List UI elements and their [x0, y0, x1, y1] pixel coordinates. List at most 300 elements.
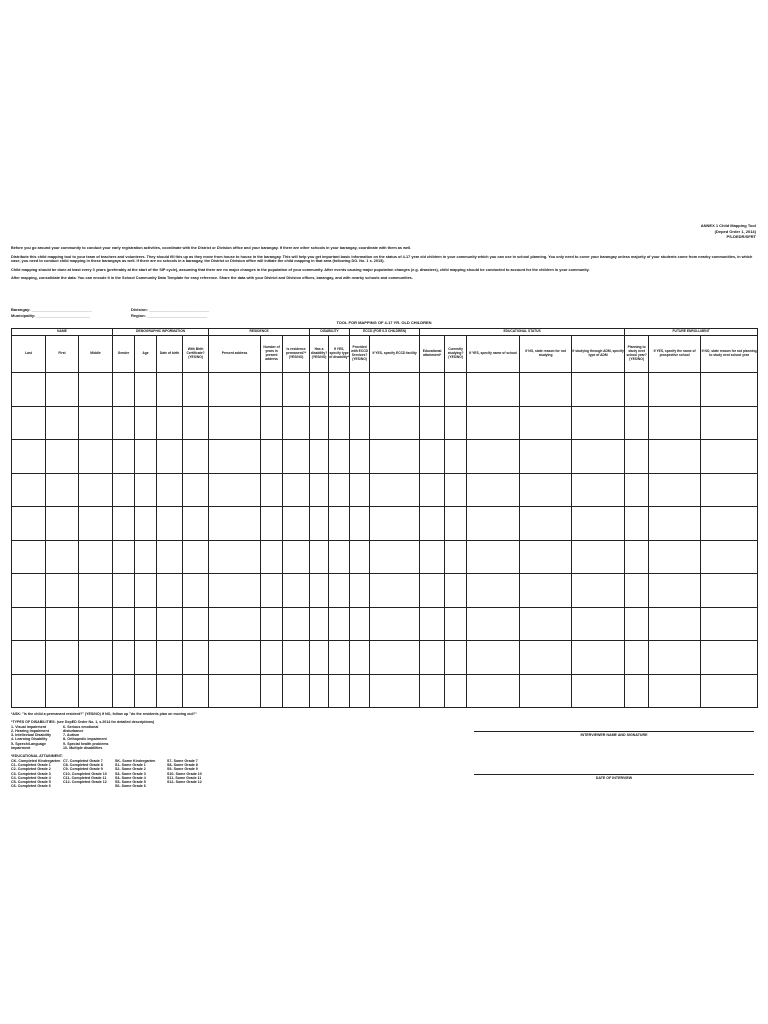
table-cell[interactable]	[209, 674, 261, 708]
table-cell[interactable]	[157, 607, 183, 641]
table-cell[interactable]	[157, 473, 183, 507]
table-cell[interactable]	[157, 574, 183, 608]
table-cell[interactable]	[329, 406, 350, 440]
attainment-list	[11, 759, 441, 789]
table-cell[interactable]	[350, 406, 370, 440]
column-header: Currently studying? (YES/NO)	[445, 336, 467, 373]
disabilities-column	[63, 725, 163, 751]
table-cell[interactable]	[649, 373, 701, 407]
table-cell[interactable]	[467, 607, 520, 641]
legend-item: C6- Completed Grade 6	[11, 784, 51, 789]
legend-item: CK- Completed Kindergarten	[11, 758, 61, 763]
table-cell[interactable]	[12, 440, 46, 474]
table-cell[interactable]	[157, 406, 183, 440]
table-cell[interactable]	[79, 473, 113, 507]
table-cell[interactable]	[261, 373, 283, 407]
table-cell[interactable]	[183, 674, 209, 708]
table-cell[interactable]	[370, 540, 420, 574]
table-cell[interactable]	[520, 440, 572, 474]
column-header: If YES, specify name of school	[467, 336, 520, 373]
table-cell[interactable]	[209, 607, 261, 641]
table-cell[interactable]	[370, 373, 420, 407]
table-cell[interactable]	[370, 440, 420, 474]
table-cell[interactable]	[183, 373, 209, 407]
table-cell[interactable]	[445, 473, 467, 507]
table-cell[interactable]	[46, 674, 79, 708]
table-cell[interactable]	[370, 507, 420, 541]
table-cell[interactable]	[261, 507, 283, 541]
table-cell[interactable]	[46, 641, 79, 675]
table-cell[interactable]	[625, 607, 649, 641]
column-header: Gender	[113, 336, 135, 373]
table-cell[interactable]	[283, 540, 310, 574]
table-cell[interactable]	[350, 373, 370, 407]
table-cell[interactable]	[649, 473, 701, 507]
column-header: Has a disability? (YES/NO)	[310, 336, 329, 373]
table-cell[interactable]	[520, 540, 572, 574]
table-cell[interactable]	[467, 641, 520, 675]
table-cell[interactable]	[445, 406, 467, 440]
table-cell[interactable]	[329, 641, 350, 675]
table-row	[12, 607, 758, 641]
column-header: Middle	[79, 336, 113, 373]
table-cell[interactable]	[113, 540, 135, 574]
table-cell[interactable]	[572, 507, 625, 541]
instruction-paragraph: Distribute this child mapping tool to your team of teachers and volunteers. They should fill this up as they move from house to house in the barangay. This will help you get important basic information on the status of 4-17 year old children in your community which you can use in school planning. You only need to cover your barangay unless majority of your students come from nearby communities, in which case, you need to conduct child mapping in these barangays as well. If there are no schools in a barangay, the District or Division office will initiate the child mapping in that area (following DO. No. 1 s. 2015).	[11, 254, 753, 264]
table-cell[interactable]	[649, 607, 701, 641]
table-cell[interactable]	[79, 607, 113, 641]
table-cell[interactable]	[701, 607, 758, 641]
table-cell[interactable]	[701, 473, 758, 507]
table-cell[interactable]	[572, 674, 625, 708]
table-cell[interactable]	[261, 406, 283, 440]
table-cell[interactable]	[445, 440, 467, 474]
table-cell[interactable]	[370, 574, 420, 608]
legend-item: C2- Completed Grade 2	[11, 767, 51, 772]
table-cell[interactable]	[209, 473, 261, 507]
table-cell[interactable]	[310, 574, 329, 608]
table-cell[interactable]	[135, 406, 157, 440]
table-cell[interactable]	[283, 674, 310, 708]
table-cell[interactable]	[283, 507, 310, 541]
table-cell[interactable]	[445, 641, 467, 675]
table-cell[interactable]	[310, 641, 329, 675]
table-row	[12, 507, 758, 541]
residence-note: *ASK: "Is the child a permanent resident?" (YES/NO) If NO, follow up "do the residents plan on moving out?"	[11, 712, 197, 716]
table-cell[interactable]	[649, 507, 701, 541]
table-cell[interactable]	[12, 373, 46, 407]
table-cell[interactable]	[261, 607, 283, 641]
legend-item: 8- Orthopedic impairment	[63, 737, 107, 742]
table-cell[interactable]	[350, 507, 370, 541]
table-cell[interactable]	[445, 507, 467, 541]
annex-header	[701, 223, 756, 240]
table-cell[interactable]	[370, 607, 420, 641]
table-cell[interactable]	[46, 373, 79, 407]
barangay-field[interactable]: Barangay: ___________________________	[11, 307, 92, 312]
table-cell[interactable]	[625, 507, 649, 541]
table-cell[interactable]	[283, 406, 310, 440]
table-cell[interactable]	[209, 540, 261, 574]
table-cell[interactable]	[135, 674, 157, 708]
table-cell[interactable]	[79, 574, 113, 608]
legend-item: 4- Learning Disability	[11, 737, 48, 742]
table-cell[interactable]	[261, 674, 283, 708]
table-cell[interactable]	[420, 641, 445, 675]
table-cell[interactable]	[135, 507, 157, 541]
interview-date-line: DATE OF INTERVIEW	[474, 774, 754, 780]
table-cell[interactable]	[701, 440, 758, 474]
column-header: If studying through ADM, specify type of ADM	[572, 336, 625, 373]
table-cell[interactable]	[467, 373, 520, 407]
table-cell[interactable]	[113, 507, 135, 541]
legend-item: C11- Completed Grade 11	[63, 775, 107, 780]
table-cell[interactable]	[113, 473, 135, 507]
table-cell[interactable]	[329, 507, 350, 541]
annex-reference: (Deped Order 1, 2014)	[714, 228, 756, 234]
legend-item: 3- Intellectual Disability	[11, 733, 51, 738]
table-cell[interactable]	[46, 406, 79, 440]
table-cell[interactable]	[157, 674, 183, 708]
legend-item: C4- Completed Grade 4	[11, 775, 51, 780]
legend-item: 2- Hearing impairment	[11, 728, 49, 733]
table-cell[interactable]	[135, 473, 157, 507]
table-cell[interactable]	[420, 574, 445, 608]
instruction-paragraph: After mapping, consolidate the data. You can encode it in the School Community Data Template for easy reference. Share the data with your District and Division offices, barangay, and with nearby schools and communities.	[11, 276, 413, 281]
legend-item: 6- Serious emotional disturbance	[63, 724, 99, 733]
column-header: If YES, specify type of disability*	[329, 336, 350, 373]
table-cell[interactable]	[467, 574, 520, 608]
column-header: Planning to study next school year? (YES/NO)	[625, 336, 649, 373]
table-cell[interactable]	[209, 440, 261, 474]
table-cell[interactable]	[420, 607, 445, 641]
region-field[interactable]: Region: ___________________________	[131, 313, 208, 318]
table-cell[interactable]	[520, 674, 572, 708]
table-cell[interactable]	[467, 674, 520, 708]
table-cell[interactable]	[261, 574, 283, 608]
table-cell[interactable]	[157, 373, 183, 407]
table-row	[12, 473, 758, 507]
table-cell[interactable]	[520, 373, 572, 407]
table-cell[interactable]	[649, 641, 701, 675]
table-cell[interactable]	[350, 574, 370, 608]
table-cell[interactable]	[261, 440, 283, 474]
table-cell[interactable]	[113, 574, 135, 608]
table-cell[interactable]	[625, 540, 649, 574]
table-cell[interactable]	[572, 641, 625, 675]
division-field[interactable]: Division: ___________________________	[131, 307, 210, 312]
table-cell[interactable]	[445, 574, 467, 608]
tool-title: TOOL FOR MAPPING OF 4-17 YR. OLD CHILDREN	[336, 320, 432, 325]
attainment-column	[115, 759, 167, 789]
table-cell[interactable]	[572, 473, 625, 507]
legend-item: S12- Some Grade 12	[167, 780, 202, 785]
table-cell[interactable]	[12, 674, 46, 708]
table-cell[interactable]	[283, 373, 310, 407]
table-cell[interactable]	[79, 641, 113, 675]
table-cell[interactable]	[420, 373, 445, 407]
column-header-row	[12, 336, 758, 373]
table-cell[interactable]	[283, 440, 310, 474]
table-cell[interactable]	[12, 473, 46, 507]
table-cell[interactable]	[625, 373, 649, 407]
table-cell[interactable]	[467, 440, 520, 474]
table-cell[interactable]	[310, 406, 329, 440]
table-cell[interactable]	[572, 440, 625, 474]
table-cell[interactable]	[12, 574, 46, 608]
table-cell[interactable]	[79, 507, 113, 541]
table-cell[interactable]	[183, 574, 209, 608]
table-cell[interactable]	[370, 406, 420, 440]
table-cell[interactable]	[625, 641, 649, 675]
group-header: FUTURE ENROLLMENT	[625, 329, 758, 336]
table-cell[interactable]	[79, 540, 113, 574]
instruction-paragraph: Child mapping should be done at least every 3 years (preferably at the start of the SIP cycle), assuming that there are no major changes in the population of your community. After events causing major population changes (e.g. disasters), child mapping should be conducted to account for the children in your community.	[11, 267, 590, 272]
legend-item: S9- Some Grade 9	[167, 767, 198, 772]
table-cell[interactable]	[350, 473, 370, 507]
interviewer-signature-line: INTERVIEWER NAME AND SIGNATURE	[474, 731, 754, 737]
table-cell[interactable]	[649, 440, 701, 474]
table-cell[interactable]	[520, 406, 572, 440]
table-cell[interactable]	[113, 440, 135, 474]
table-cell[interactable]	[46, 540, 79, 574]
table-cell[interactable]	[701, 540, 758, 574]
table-cell[interactable]	[46, 473, 79, 507]
table-cell[interactable]	[572, 540, 625, 574]
table-cell[interactable]	[625, 440, 649, 474]
table-cell[interactable]	[420, 507, 445, 541]
table-cell[interactable]	[350, 641, 370, 675]
table-cell[interactable]	[310, 607, 329, 641]
table-cell[interactable]	[113, 607, 135, 641]
disabilities-list	[11, 725, 441, 751]
table-cell[interactable]	[209, 641, 261, 675]
table-cell[interactable]	[420, 540, 445, 574]
table-cell[interactable]	[183, 507, 209, 541]
table-row	[12, 540, 758, 574]
table-cell[interactable]	[625, 574, 649, 608]
table-cell[interactable]	[157, 440, 183, 474]
table-cell[interactable]	[283, 607, 310, 641]
table-cell[interactable]	[209, 507, 261, 541]
table-cell[interactable]	[113, 373, 135, 407]
legend-item: 9- Special health problems	[63, 741, 109, 746]
table-cell[interactable]	[12, 641, 46, 675]
legend-item: C10- Completed Grade 10	[63, 771, 107, 776]
table-cell[interactable]	[649, 540, 701, 574]
table-cell[interactable]	[520, 607, 572, 641]
table-cell[interactable]	[183, 473, 209, 507]
table-cell[interactable]	[135, 574, 157, 608]
table-cell[interactable]	[183, 406, 209, 440]
table-cell[interactable]	[520, 641, 572, 675]
legend-item: S2- Some Grade 2	[115, 767, 146, 772]
table-cell[interactable]	[625, 406, 649, 440]
table-cell[interactable]	[701, 674, 758, 708]
table-cell[interactable]	[467, 507, 520, 541]
table-cell[interactable]	[310, 674, 329, 708]
column-header: If YES, specify the name of prospective school	[649, 336, 701, 373]
table-cell[interactable]	[701, 641, 758, 675]
table-cell[interactable]	[467, 540, 520, 574]
table-cell[interactable]	[420, 406, 445, 440]
table-cell[interactable]	[79, 373, 113, 407]
table-cell[interactable]	[329, 540, 350, 574]
legend-item: C8- Completed Grade 8	[63, 762, 103, 767]
table-cell[interactable]	[370, 674, 420, 708]
table-cell[interactable]	[572, 607, 625, 641]
table-cell[interactable]	[420, 674, 445, 708]
table-cell[interactable]	[520, 473, 572, 507]
instructions	[11, 246, 756, 285]
legend-item: C5- Completed Grade 5	[11, 780, 51, 785]
municipality-field[interactable]: Municipality: ________________________	[11, 313, 90, 318]
table-cell[interactable]	[157, 507, 183, 541]
legend-item: S7- Some Grade 7	[167, 758, 198, 763]
column-header: If YES, specify ECCD facility	[370, 336, 420, 373]
table-cell[interactable]	[209, 373, 261, 407]
table-cell[interactable]	[572, 574, 625, 608]
table-cell[interactable]	[12, 607, 46, 641]
annex-title: ANNEX 1 Child Mapping Tool	[700, 223, 756, 228]
attainment-column	[63, 759, 115, 789]
table-cell[interactable]	[12, 540, 46, 574]
legend-item: S11- Some Grade 11	[167, 775, 202, 780]
table-cell[interactable]	[625, 674, 649, 708]
table-cell[interactable]	[310, 440, 329, 474]
table-cell[interactable]	[350, 440, 370, 474]
table-cell[interactable]	[79, 406, 113, 440]
table-cell[interactable]	[46, 607, 79, 641]
table-cell[interactable]	[370, 473, 420, 507]
table-cell[interactable]	[420, 473, 445, 507]
table-cell[interactable]	[209, 574, 261, 608]
table-cell[interactable]	[572, 406, 625, 440]
column-header: If NO, state reason for not studying	[520, 336, 572, 373]
legend-item: S1- Some Grade 1	[115, 762, 146, 767]
table-cell[interactable]	[467, 473, 520, 507]
table-cell[interactable]	[283, 574, 310, 608]
table-cell[interactable]	[113, 674, 135, 708]
legend-item: C7- Completed Grade 7	[63, 758, 103, 763]
table-cell[interactable]	[283, 473, 310, 507]
legend-item: C9- Completed Grade 9	[63, 767, 103, 772]
table-cell[interactable]	[135, 641, 157, 675]
legend-item: S4- Some Grade 4	[115, 775, 146, 780]
legend-item: S6- Some Grade 6	[115, 784, 146, 789]
group-header: NAME	[12, 329, 113, 336]
table-cell[interactable]	[329, 574, 350, 608]
table-cell[interactable]	[79, 440, 113, 474]
table-cell[interactable]	[350, 674, 370, 708]
table-cell[interactable]	[12, 406, 46, 440]
table-cell[interactable]	[420, 440, 445, 474]
table-cell[interactable]	[701, 373, 758, 407]
group-header-row	[12, 329, 758, 336]
annex-code: PS-DEDR/SFRT	[726, 234, 756, 239]
group-header: EDUCATIONAL STATUS	[420, 329, 625, 336]
table-cell[interactable]	[113, 641, 135, 675]
table-cell[interactable]	[12, 507, 46, 541]
location-fields	[11, 307, 231, 319]
group-header: ECCD (FOR 0-5 CHILDREN)	[350, 329, 420, 336]
table-cell[interactable]	[329, 440, 350, 474]
table-cell[interactable]	[572, 373, 625, 407]
table-cell[interactable]	[183, 641, 209, 675]
table-cell[interactable]	[46, 440, 79, 474]
legend-item: SK- Some Kindergarten	[115, 758, 156, 763]
table-cell[interactable]	[445, 540, 467, 574]
table-cell[interactable]	[649, 574, 701, 608]
table-cell[interactable]	[310, 540, 329, 574]
child-mapping-table	[11, 328, 758, 708]
column-header: Date of birth	[157, 336, 183, 373]
table-cell[interactable]	[649, 674, 701, 708]
table-cell[interactable]	[625, 473, 649, 507]
table-cell[interactable]	[329, 473, 350, 507]
table-cell[interactable]	[445, 373, 467, 407]
table-cell[interactable]	[445, 674, 467, 708]
table-cell[interactable]	[520, 507, 572, 541]
column-header: First	[46, 336, 79, 373]
table-cell[interactable]	[701, 574, 758, 608]
table-cell[interactable]	[157, 540, 183, 574]
table-row	[12, 674, 758, 708]
table-cell[interactable]	[701, 507, 758, 541]
table-cell[interactable]	[79, 674, 113, 708]
table-cell[interactable]	[183, 440, 209, 474]
table-cell[interactable]	[329, 607, 350, 641]
table-cell[interactable]	[350, 607, 370, 641]
table-cell[interactable]	[135, 440, 157, 474]
table-cell[interactable]	[445, 607, 467, 641]
table-cell[interactable]	[135, 607, 157, 641]
table-cell[interactable]	[183, 607, 209, 641]
table-cell[interactable]	[649, 406, 701, 440]
table-cell[interactable]	[46, 507, 79, 541]
column-header: Last	[12, 336, 46, 373]
table-cell[interactable]	[329, 674, 350, 708]
table-cell[interactable]	[310, 373, 329, 407]
table-cell[interactable]	[46, 574, 79, 608]
table-cell[interactable]	[261, 641, 283, 675]
table-cell[interactable]	[261, 473, 283, 507]
table-cell[interactable]	[350, 540, 370, 574]
table-cell[interactable]	[157, 641, 183, 675]
table-cell[interactable]	[467, 406, 520, 440]
table-cell[interactable]	[329, 373, 350, 407]
legend-item: S5- Some Grade 5	[115, 780, 146, 785]
table-cell[interactable]	[310, 473, 329, 507]
table-cell[interactable]	[209, 406, 261, 440]
column-header: Is residence permanent?* (YES/NO)	[283, 336, 310, 373]
table-cell[interactable]	[261, 540, 283, 574]
table-cell[interactable]	[370, 641, 420, 675]
table-cell[interactable]	[283, 641, 310, 675]
table-cell[interactable]	[183, 540, 209, 574]
column-header: Number of years in present address	[261, 336, 283, 373]
table-cell[interactable]	[310, 507, 329, 541]
table-cell[interactable]	[135, 540, 157, 574]
legend-item: S3- Some Grade 3	[115, 771, 146, 776]
table-cell[interactable]	[135, 373, 157, 407]
column-header: With Birth Certificate? (YES/NO)	[183, 336, 209, 373]
table-cell[interactable]	[113, 406, 135, 440]
table-cell[interactable]	[520, 574, 572, 608]
column-header: Present address	[209, 336, 261, 373]
column-header: If NO, state reason for not planning to study next school year	[701, 336, 758, 373]
table-cell[interactable]	[701, 406, 758, 440]
